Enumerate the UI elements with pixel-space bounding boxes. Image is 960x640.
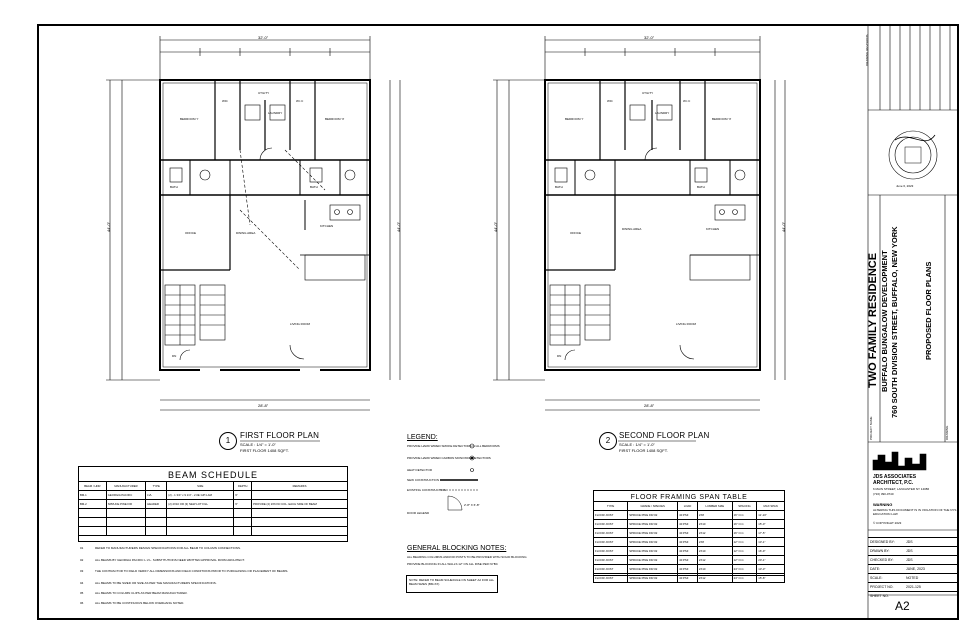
span-cell: 15'-8" bbox=[757, 574, 785, 583]
span-cell: 15'-0" bbox=[757, 520, 785, 529]
span-col-header: LOAD bbox=[678, 502, 698, 511]
room-label: UTILITY bbox=[642, 91, 654, 95]
span-cell: SPRUCE PINE FIR #2 bbox=[628, 529, 678, 538]
beam-schedule-table bbox=[78, 481, 348, 536]
note-num: 04 bbox=[80, 581, 84, 585]
room-label: W.I.C bbox=[296, 99, 304, 103]
span-cell: 24" O.C. bbox=[732, 574, 757, 583]
note-num: 06 bbox=[80, 601, 84, 605]
room-label: BEDROOM 'II' bbox=[325, 117, 345, 121]
room-label: BATH bbox=[170, 185, 178, 189]
field-label: PROJECT NO. bbox=[870, 585, 894, 589]
project-title: TWO FAMILY RESIDENCE bbox=[867, 252, 879, 388]
firm-phone: (716) 390-0740 bbox=[873, 492, 894, 496]
span-cell: 40 PSF bbox=[678, 574, 698, 583]
legend-title: LEGEND: bbox=[407, 434, 438, 441]
table-row bbox=[594, 565, 785, 574]
legend-item: HEAT DETECTOR bbox=[407, 468, 433, 472]
room-label: BATH bbox=[555, 185, 563, 189]
field-value: JDS bbox=[906, 558, 913, 562]
span-cell: SPRUCE PINE FIR #2 bbox=[628, 547, 678, 556]
firm-address: 6 MAIN STREET, LANCASTER NY 14086 bbox=[873, 487, 930, 491]
blocking-note-box bbox=[406, 575, 498, 593]
span-cell: 16" O.C. bbox=[732, 511, 757, 520]
table-row bbox=[594, 574, 785, 583]
revisions-label: DRAWING REVISIONS bbox=[865, 34, 869, 66]
room-label: BATH bbox=[697, 185, 705, 189]
beam-cell: (2) - 1 3/4" x 9 1/4" - 2.0E GPI LAM bbox=[167, 491, 234, 500]
beam-cell: PROVIDE (2) 2X6 KD COL. EACH SIDE OF BEAM bbox=[252, 500, 348, 509]
legend-symbols bbox=[440, 444, 478, 510]
beam-col-header: MANUFACTURER bbox=[106, 482, 146, 491]
legend-item: EXISTING CONSTRUCTION bbox=[407, 488, 447, 492]
first-floor-scale: SCALE : 1/4" = 1'-0" bbox=[240, 442, 276, 447]
span-cell: 2X12 bbox=[697, 574, 732, 583]
second-floor-bottom-dim: 28'-8" bbox=[644, 403, 655, 408]
beam-col-header: REMARKS bbox=[252, 482, 348, 491]
table-row bbox=[594, 529, 785, 538]
span-cell: 11'-10" bbox=[757, 511, 785, 520]
legend-item: PROVIDE HARD WIRED CARBON MONOXIDE DETECTORS bbox=[407, 456, 491, 460]
beam-cell: BM-1 bbox=[79, 491, 107, 500]
span-cell: 2X10 bbox=[697, 547, 732, 556]
room-label: WIC bbox=[222, 99, 228, 103]
beam-cell: GEORGIA PACIFIC bbox=[106, 491, 146, 500]
beam-cell: 9" bbox=[234, 500, 252, 509]
span-cell: FLOOR JOIST bbox=[594, 547, 628, 556]
table-row bbox=[594, 511, 785, 520]
span-cell: FLOOR JOIST bbox=[594, 574, 628, 583]
second-floor-number: 2 bbox=[599, 432, 617, 450]
first-floor-area: FIRST FLOOR 1408 SQFT. bbox=[240, 448, 289, 453]
field-value: 2021-125 bbox=[906, 585, 921, 589]
note-text: REFER TO MANUFACTURERS DESIGN SPECIFICATIONS FOR ALL BEAM TO COLUMN CONNECTIONS. bbox=[95, 546, 241, 550]
note-text: ALL BEAMS BY GEORGIA PACIFIC L.V.L. SUBSTITUTIONS NEED WRITTEN APPROVAL FROM ARCHITECT. bbox=[95, 558, 245, 562]
span-cell: 12" O.C. bbox=[732, 547, 757, 556]
note-num: 03 bbox=[80, 569, 84, 573]
room-label: BEDROOM 'I' bbox=[565, 117, 584, 121]
developer-name: BUFFALO BUNGALOW DEVELOPMENT bbox=[880, 250, 889, 392]
first-floor-top-dim: 32'-0" bbox=[258, 35, 269, 40]
span-col-header: GRADE / SPECIES bbox=[628, 502, 678, 511]
span-cell: 2X12 bbox=[697, 556, 732, 565]
sheet-no-row bbox=[868, 591, 958, 600]
room-label: DN bbox=[557, 354, 562, 358]
field-label: CHECKED BY: bbox=[870, 558, 894, 562]
note-num: 05 bbox=[80, 591, 84, 595]
drawn-by-row bbox=[868, 546, 958, 555]
span-cell: 13'-3" bbox=[757, 565, 785, 574]
room-label: BEDROOM 'I' bbox=[180, 117, 199, 121]
second-floor-plan-lines bbox=[493, 36, 785, 410]
firm-subtitle: ARCHITECT, P.C. bbox=[873, 480, 914, 486]
drawing-label: DRAWING bbox=[945, 425, 949, 440]
span-cell: 16'-9" bbox=[757, 547, 785, 556]
span-cell: SPRUCE PINE FIR #2 bbox=[628, 556, 678, 565]
span-col-header: SPACING bbox=[732, 502, 757, 511]
span-cell: 40 PSF bbox=[678, 538, 698, 547]
first-floor-bottom-dim: 28'-8" bbox=[258, 403, 269, 408]
room-label: KITCHEN bbox=[320, 224, 334, 228]
legend-item: PROVIDE HARD WIRED SMOKE DETECTORS IN ALL BEDROOMS bbox=[407, 444, 500, 448]
table-row bbox=[79, 500, 348, 509]
span-col-header: MAX SPAN bbox=[757, 502, 785, 511]
span-cell: 2X10 bbox=[697, 565, 732, 574]
beam-cell: SPRUCE PINE FIR bbox=[106, 500, 146, 509]
span-cell: 2X10 bbox=[697, 520, 732, 529]
span-cell: 40 PSF bbox=[678, 520, 698, 529]
warning-text: ALTERING THIS DOCUMENT IS IN VIOLATION OF THE NYS EDUCATION LAW bbox=[873, 508, 957, 516]
span-cell: 40 PSF bbox=[678, 511, 698, 520]
span-cell: 13'-1" bbox=[757, 538, 785, 547]
span-cell: 12" O.C. bbox=[732, 538, 757, 547]
span-cell: SPRUCE PINE FIR #2 bbox=[628, 565, 678, 574]
room-label: DINING AREA bbox=[622, 227, 642, 231]
field-value: JDS bbox=[906, 549, 913, 553]
beam-cell: LVL bbox=[146, 491, 167, 500]
beam-cell: 9" bbox=[234, 491, 252, 500]
project-name-label: PROJECT NAME bbox=[869, 416, 873, 440]
legend-item: DOOR LEGEND bbox=[407, 511, 430, 515]
designed-by-row bbox=[868, 537, 958, 546]
checked-by-row bbox=[868, 555, 958, 564]
room-label: BATH bbox=[310, 185, 318, 189]
room-label: KITCHEN bbox=[706, 227, 720, 231]
beam-cell bbox=[252, 491, 348, 500]
room-label: DN bbox=[172, 354, 177, 358]
span-cell: FLOOR JOIST bbox=[594, 529, 628, 538]
beam-col-header: BEAM / HDR bbox=[79, 482, 107, 491]
scale-row bbox=[868, 573, 958, 582]
beam-col-header: TYPE bbox=[146, 482, 167, 491]
room-label: UTILITY bbox=[258, 91, 270, 95]
note-text: THE CONTRACTOR TO FIELD VERIFY ALL DIMENSIONS AND FIELD CONDITIONS PRIOR TO PURCHASING OR PLACEMENT OF BEAMS. bbox=[95, 569, 289, 573]
note-num: 02 bbox=[80, 558, 84, 562]
first-floor-left-dim: 44'-0" bbox=[106, 221, 112, 233]
beam-schedule-title: BEAM SCHEDULE bbox=[167, 470, 259, 480]
project-address: 760 SOUTH DIVISION STREET, BUFFALO, NEW YORK bbox=[890, 226, 899, 418]
field-label: SHEET NO. bbox=[870, 594, 889, 598]
second-floor-left-dim: 44'-0" bbox=[493, 221, 499, 233]
warning-title: WARNING bbox=[873, 502, 893, 507]
span-cell: SPRUCE PINE FIR #2 bbox=[628, 520, 678, 529]
span-cell: 16" O.C. bbox=[732, 529, 757, 538]
note-num: 01 bbox=[80, 546, 84, 550]
date-row bbox=[868, 564, 958, 573]
blocking-item: ALL BEARING COLUMNS AND/OR POSTS TO BE PROVIDED WITH SOLID BLOCKING bbox=[407, 555, 527, 559]
note-text: ALL BEAMS TO BE SIZED OR SIZE AS PER THE MANUFACTURERS SPECIFICATIONS. bbox=[95, 581, 217, 585]
first-floor-right-dim: 44'-0" bbox=[396, 221, 402, 233]
span-cell: 40 PSF bbox=[678, 529, 698, 538]
span-cell: 2X12 bbox=[697, 529, 732, 538]
legend-item: NEW CONSTRUCTION bbox=[407, 478, 439, 482]
field-label: SCALE: bbox=[870, 576, 883, 580]
table-row bbox=[594, 538, 785, 547]
room-label: BEDROOM 'II' bbox=[712, 117, 732, 121]
span-cell: 40 PSF bbox=[678, 547, 698, 556]
room-label: OFFICE bbox=[570, 231, 581, 235]
blocking-note: NOTE: REFER TO BEAM SCHEDULE ON SHEET A2 FOR ALL BEAM SIZES (BM-XX) bbox=[409, 578, 495, 586]
span-cell: FLOOR JOIST bbox=[594, 565, 628, 574]
door-legend-size: 2'-8" X 6'-8" bbox=[464, 503, 480, 507]
beam-cell: HEADER bbox=[146, 500, 167, 509]
span-cell: SPRUCE PINE FIR #2 bbox=[628, 511, 678, 520]
field-label: DATE: bbox=[870, 567, 881, 571]
room-label: LIVING ROOM bbox=[290, 322, 311, 326]
span-cell: 17'-5" bbox=[757, 529, 785, 538]
table-row bbox=[594, 520, 785, 529]
span-cell: 16" O.C. bbox=[732, 520, 757, 529]
field-value: JUNE, 2023 bbox=[906, 567, 925, 571]
span-table-title: FLOOR FRAMING SPAN TABLE bbox=[630, 494, 748, 501]
first-floor-plan-lines bbox=[106, 36, 400, 410]
room-label: LAUNDRY bbox=[268, 111, 283, 115]
first-floor-title: FIRST FLOOR PLAN bbox=[240, 431, 320, 440]
sheet-number: A2 bbox=[895, 599, 910, 613]
blocking-item: PROVIDE BLOCKING IN ALL WALLS 12" ON ALL RISE PER NYBC bbox=[407, 562, 498, 566]
second-floor-title: SECOND FLOOR PLAN bbox=[619, 431, 710, 440]
span-cell: FLOOR JOIST bbox=[594, 556, 628, 565]
project-no-row bbox=[868, 582, 958, 591]
seal-date: June 6, 2023 bbox=[896, 184, 914, 188]
blocking-title: GENERAL BLOCKING NOTES: bbox=[407, 545, 507, 552]
span-cell: 24" O.C. bbox=[732, 565, 757, 574]
room-label: DINING AREA bbox=[236, 231, 256, 235]
span-cell: SPRUCE PINE FIR #2 bbox=[628, 574, 678, 583]
span-cell: FLOOR JOIST bbox=[594, 538, 628, 547]
room-label: LAUNDRY bbox=[655, 111, 670, 115]
room-label: W.I.C bbox=[683, 99, 691, 103]
span-cell: 20'-1" bbox=[757, 556, 785, 565]
field-value: JDS bbox=[906, 540, 913, 544]
table-row bbox=[79, 491, 348, 500]
span-cell: 2X8 bbox=[697, 538, 732, 547]
room-label: LIVING ROOM bbox=[676, 322, 697, 326]
span-cell: FLOOR JOIST bbox=[594, 520, 628, 529]
beam-cell: BM-2 bbox=[79, 500, 107, 509]
span-cell: FLOOR JOIST bbox=[594, 511, 628, 520]
span-cell: 40 PSF bbox=[678, 556, 698, 565]
room-label: OFFICE bbox=[185, 231, 196, 235]
beam-col-header: SIZE bbox=[167, 482, 234, 491]
span-cell: SPRUCE PINE FIR #2 bbox=[628, 538, 678, 547]
span-col-header: TYPE bbox=[594, 502, 628, 511]
span-cell: 40 PSF bbox=[678, 565, 698, 574]
beam-col-header: DEPTH bbox=[234, 482, 252, 491]
table-row bbox=[594, 556, 785, 565]
second-floor-top-dim: 32'-0" bbox=[644, 35, 655, 40]
drawing-title: PROPOSED FLOOR PLANS bbox=[924, 261, 933, 360]
note-text: ALL BEAMS TO COLUMN CLIPS AS PER BEAM MANUFACTURER. bbox=[95, 591, 188, 595]
field-value: NOTED bbox=[906, 576, 919, 580]
second-floor-scale: SCALE : 1/4" = 1'-0" bbox=[619, 442, 655, 447]
span-col-header: LUMBER SIZE bbox=[697, 502, 732, 511]
firm-name: JDS ASSOCIATES bbox=[873, 474, 917, 480]
span-cell: 2X8 bbox=[697, 511, 732, 520]
field-label: DESIGNED BY: bbox=[870, 540, 895, 544]
room-label: WIC bbox=[607, 99, 613, 103]
table-row bbox=[594, 547, 785, 556]
beam-cell: (2) 2X10 OR (3) NEW LOT FILL bbox=[167, 500, 234, 509]
span-table bbox=[593, 501, 785, 583]
note-text: ALL BEAMS TO BE CONTINUOUS BELOW OVERHANG NOTED. bbox=[95, 601, 185, 605]
first-floor-number: 1 bbox=[219, 432, 237, 450]
field-label: DRAWN BY: bbox=[870, 549, 890, 553]
span-cell: 12" O.C. bbox=[732, 556, 757, 565]
second-floor-right-dim: 44'-0" bbox=[781, 221, 787, 233]
copyright: © COPYRIGHT 2023 bbox=[873, 521, 902, 525]
second-floor-area: FIRST FLOOR 1408 SQFT. bbox=[619, 448, 668, 453]
